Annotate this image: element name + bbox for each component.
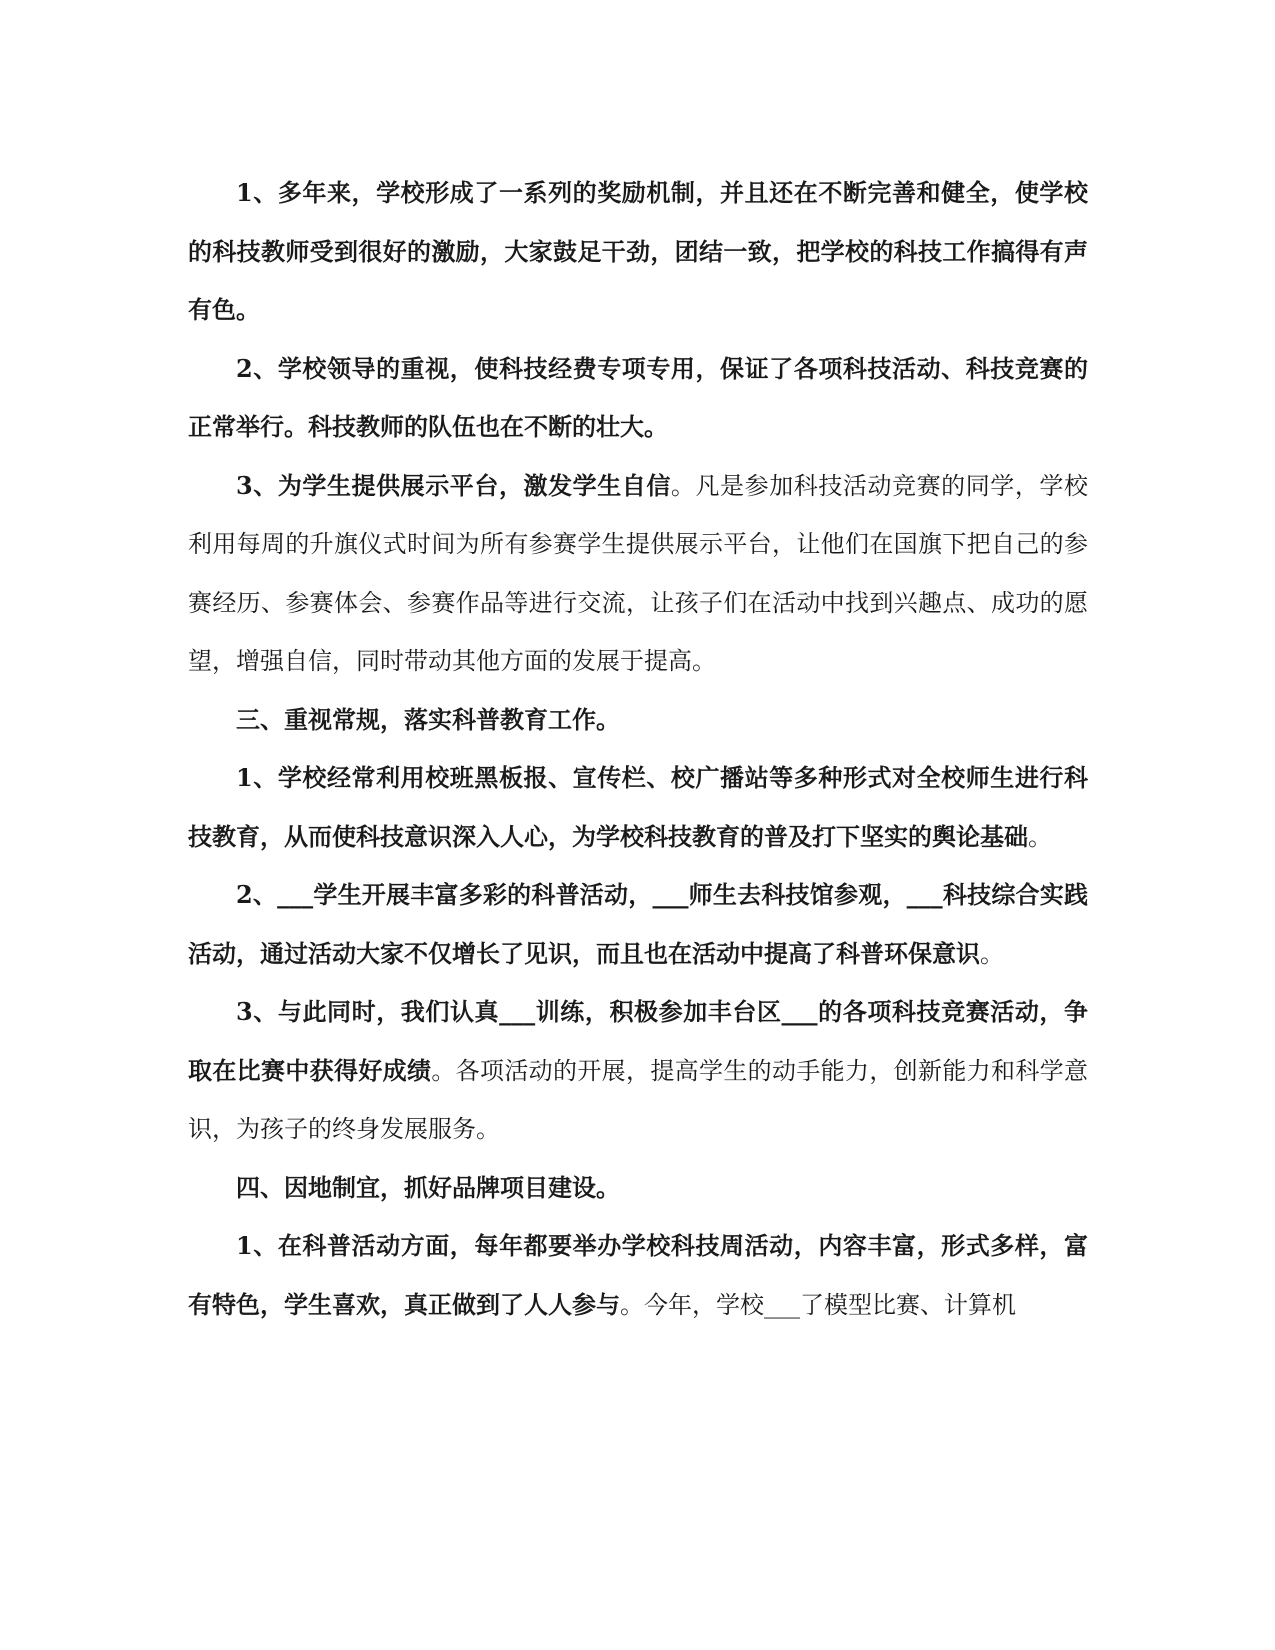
- paragraph-5-normal: 。: [980, 939, 1004, 968]
- paragraph-4-bold: 1、学校经常利用校班黑板报、宣传栏、校广播站等多种形式对全校师生进行科技教育，从而使科技意识深入人心，为学校科技教育的普及打下坚实的舆论基础: [188, 763, 1088, 851]
- section-heading-3: [188, 691, 1088, 750]
- section-heading-4-bold: 四、因地制宜，抓好品牌项目建设。: [236, 1172, 620, 1202]
- paragraph-2: [188, 340, 1088, 457]
- section-heading-3-bold: 三、重视常规，落实科普教育工作。: [236, 704, 620, 734]
- paragraph-4: [188, 749, 1088, 866]
- paragraph-3-bold: 3、为学生提供展示平台，激发学生自信: [236, 470, 671, 500]
- document-body: [188, 164, 1088, 1334]
- paragraph-1: [188, 164, 1088, 340]
- section-heading-4: [188, 1159, 1088, 1218]
- paragraph-7: [188, 1217, 1088, 1334]
- paragraph-6-normal: 。各项活动的开展，提高学生的动手能力，创新能力和科学意识，为孩子的终身发展服务。: [188, 1056, 1089, 1143]
- paragraph-7-bold: 1、在科普活动方面，每年都要举办学校科技周活动，内容丰富，形式多样，富有特色，学生喜欢，真正做到了人人参与: [188, 1231, 1088, 1319]
- paragraph-7-normal: 。今年，学校___了模型比赛、计算机: [620, 1290, 1016, 1319]
- paragraph-4-normal: 。: [1028, 822, 1052, 851]
- paragraph-3: [188, 457, 1088, 691]
- paragraph-1-bold: 1、多年来，学校形成了一系列的奖励机制，并且还在不断完善和健全，使学校的科技教师受到很好的激励，大家鼓足干劲，团结一致，把学校的科技工作搞得有声有色。: [188, 178, 1088, 324]
- paragraph-6: [188, 983, 1088, 1159]
- paragraph-3-normal: 。凡是参加科技活动竞赛的同学，学校利用每周的升旗仪式时间为所有参赛学生提供展示平台，让他们在国旗下把自己的参赛经历、参赛体会、参赛作品等进行交流，让孩子们在活动中找到兴趣点、成功的愿望，增强自信，同时带动其他方面的发展于提高。: [188, 471, 1089, 675]
- paragraph-6-bold: 3、与此同时，我们认真___训练，积极参加丰台区___的各项科技竞赛活动，争取在比赛中获得好成绩: [188, 997, 1088, 1085]
- paragraph-5-bold: 2、___学生开展丰富多彩的科普活动，___师生去科技馆参观，___科技综合实践活动，通过活动大家不仅增长了见识，而且也在活动中提高了科普环保意识: [188, 880, 1088, 968]
- paragraph-2-bold: 2、学校领导的重视，使科技经费专项专用，保证了各项科技活动、科技竞赛的正常举行。科技教师的队伍也在不断的壮大。: [188, 353, 1088, 441]
- paragraph-5: [188, 866, 1088, 983]
